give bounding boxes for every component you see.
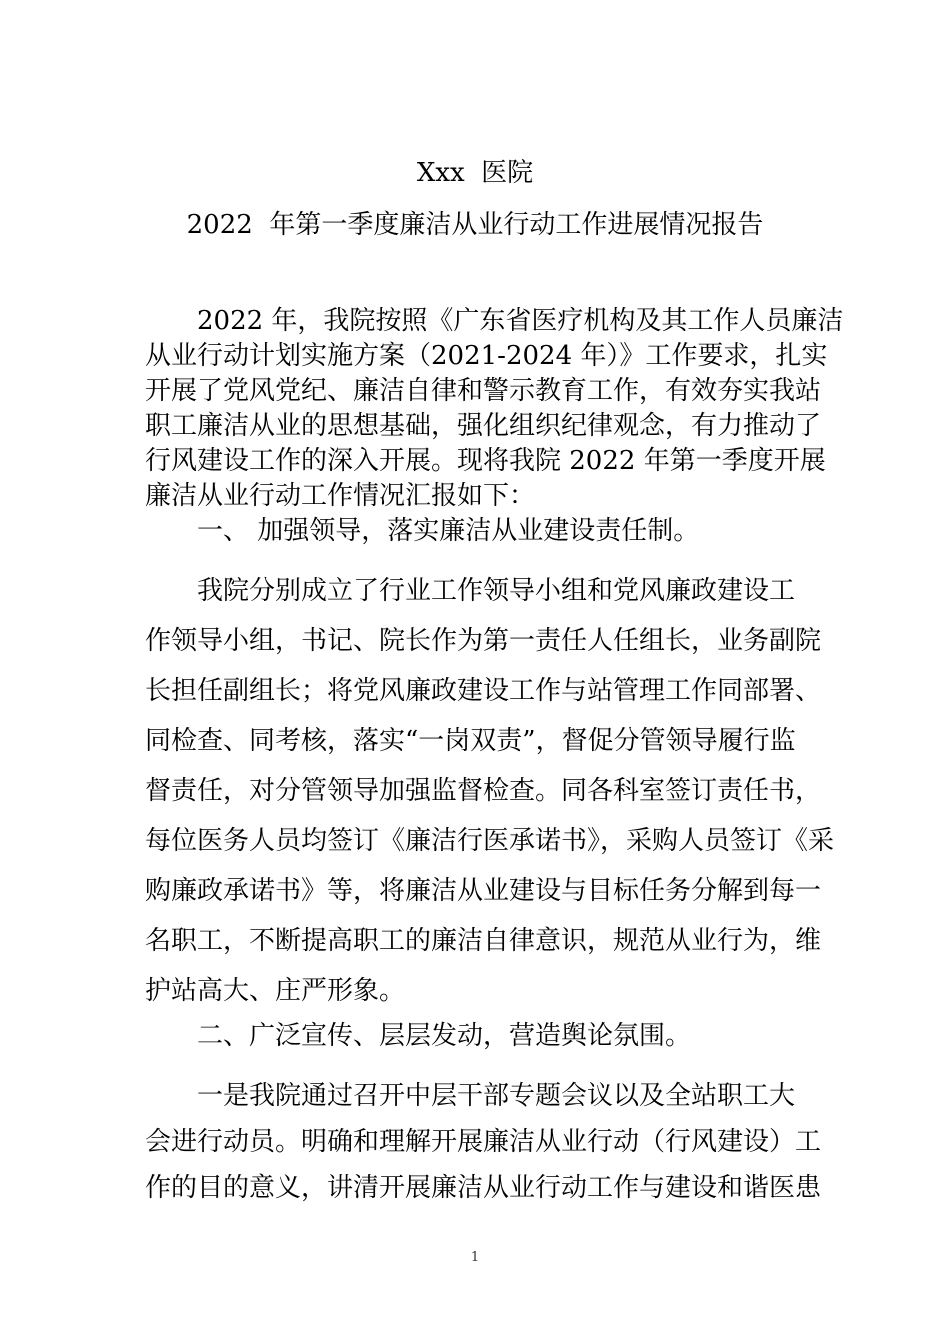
paragraph-1-line-2: 从业行动计划实施方案（2021-2024 年）》工作要求，扎实 <box>145 341 828 371</box>
paragraph-2-line-6: 每位医务人员均签订《廉洁行医承诺书》，采购人员签订《采 <box>145 826 835 856</box>
paragraph-2-line-9: 护站高大、庄严形象。 <box>145 976 406 1006</box>
paragraph-1-line-1: 2022 年，我院按照《广东省医疗机构及其工作人员廉洁 <box>197 306 844 336</box>
document-title-hospital: Xxx 医院 <box>416 158 534 188</box>
paragraph-3-line-2: 会进行动员。明确和理解开展廉洁从业行动（行风建设）工 <box>145 1127 822 1157</box>
paragraph-2-line-8: 名职工，不断提高职工的廉洁自律意识，规范从业行为，维 <box>145 926 822 956</box>
document-title-report: 2022 年第一季度廉洁从业行动工作进展情况报告 <box>186 210 764 240</box>
paragraph-2-line-3: 长担任副组长；将党风廉政建设工作与站管理工作同部署、 <box>145 676 822 706</box>
paragraph-1-line-4: 职工廉洁从业的思想基础，强化组织纪律观念，有力推动了 <box>145 411 822 441</box>
paragraph-2-line-1: 我院分别成立了行业工作领导小组和党风廉政建设工 <box>197 576 796 606</box>
page-number: 1 <box>470 1250 480 1265</box>
paragraph-3-line-1: 一是我院通过召开中层干部专题会议以及全站职工大 <box>197 1081 796 1111</box>
paragraph-2-line-2: 作领导小组，书记、院长作为第一责任人任组长，业务副院 <box>145 626 822 656</box>
section-heading-2: 二、广泛宣传、层层发动，营造舆论氛围。 <box>197 1021 692 1051</box>
paragraph-1-line-5: 行风建设工作的深入开展。现将我院 2022 年第一季度开展 <box>145 446 826 476</box>
paragraph-2-line-5: 督责任，对分管领导加强监督检查。同各科室签订责任书， <box>145 776 822 806</box>
section-heading-1: 一、 加强领导，落实廉洁从业建设责任制。 <box>197 516 700 546</box>
paragraph-1-line-6: 廉洁从业行动工作情况汇报如下： <box>145 481 536 511</box>
paragraph-3-line-3: 作的目的意义，讲清开展廉洁从业行动工作与建设和谐医患 <box>145 1173 822 1203</box>
paragraph-2-line-4: 同检查、同考核，落实“一岗双责”，督促分管领导履行监 <box>145 726 796 756</box>
paragraph-2-line-7: 购廉政承诺书》等，将廉洁从业建设与目标任务分解到每一 <box>145 876 822 906</box>
paragraph-1-line-3: 开展了党风党纪、廉洁自律和警示教育工作，有效夯实我站 <box>145 376 822 406</box>
